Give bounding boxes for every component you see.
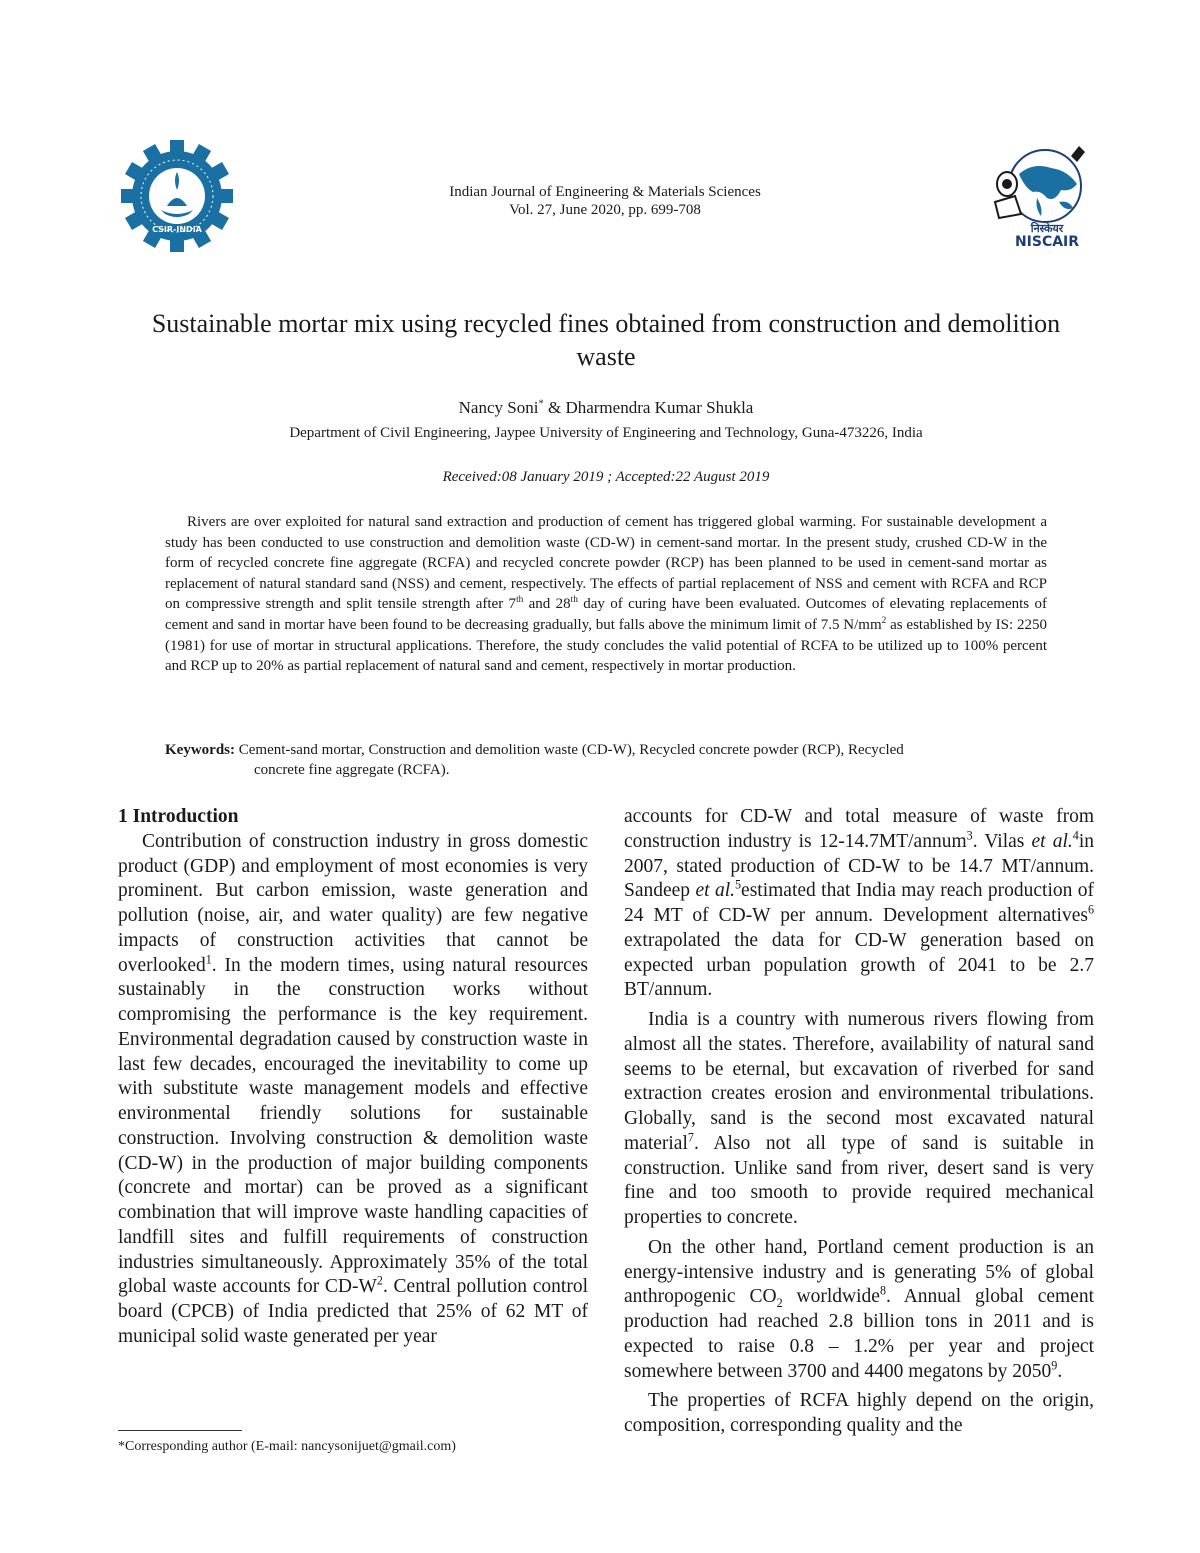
section-heading-introduction: 1 Introduction bbox=[118, 806, 239, 827]
footnote-rule bbox=[118, 1430, 242, 1431]
paragraph-text: extrapolated the data for CD-W generation based on expected urban population growth of 2041 to be 2.7 BT/annum. bbox=[624, 929, 1094, 1001]
paragraph-text: in 2007, stated production of CD-W to be 14.7 MT/annum. Sandeep bbox=[624, 830, 1095, 902]
affiliation: Department of Civil Engineering, Jaypee University of Engineering and Technology, Guna-473226, India bbox=[289, 425, 923, 441]
citation-ref: 3 bbox=[966, 828, 973, 843]
paragraph-text: . Annual global cement production had reached 2.8 billion tons in 2011 and is expected to raise 0.8 – 1.2% per year and project somewhere between 3700 and 4400 megatons by 2050 bbox=[624, 1286, 1094, 1382]
intro-paragraph-1 bbox=[118, 830, 588, 1350]
keywords-line-1: Cement-sand mortar, Construction and demolition waste (CD-W), Recycled concrete powder (RCP), Recycled bbox=[235, 742, 904, 758]
niscair-label: NISCAIR bbox=[1014, 234, 1080, 250]
received-dates: Received:08 January 2019 ; Accepted:22 August 2019 bbox=[442, 469, 770, 485]
keywords-label: Keywords: bbox=[165, 742, 235, 758]
right-paragraph-1 bbox=[624, 805, 1094, 1003]
csir-logo-label: CSIR-INDIA bbox=[152, 225, 202, 234]
et-al: et al. bbox=[695, 880, 735, 902]
et-al: et al. bbox=[1031, 830, 1073, 852]
citation-ref: 8 bbox=[879, 1283, 886, 1298]
right-column bbox=[624, 805, 1094, 1439]
abstract-text: day of curing have been evaluated. Outcomes of elevating replacements of cement and sand in mortar have been found to be decreasing gradually, but falls above the minimum limit of 7.5 N/mm bbox=[165, 596, 1047, 633]
paragraph-text: . Central pollution control board (CPCB) of India predicted that 25% of 62 MT of municipal solid waste generated per year bbox=[118, 1276, 588, 1347]
csir-india-logo bbox=[121, 140, 233, 252]
keywords bbox=[165, 740, 1047, 780]
paragraph-text: India is a country with numerous rivers flowing from almost all the states. Therefore, availability of natural sand seems to be eternal, but excavation of riverbed for sand extraction creates erosion and environmental tribulations. Globally, sand is the second most excavated natural material bbox=[624, 1009, 1094, 1154]
citation-ref: 4 bbox=[1072, 828, 1079, 843]
left-column bbox=[118, 805, 588, 1350]
paragraph-text: worldwide bbox=[782, 1286, 880, 1308]
right-paragraph-3 bbox=[624, 1236, 1094, 1385]
journal-name: Indian Journal of Engineering & Materials Sciences bbox=[449, 184, 761, 200]
author-2: Dharmendra Kumar Shukla bbox=[565, 398, 754, 417]
citation-ref: 6 bbox=[1087, 902, 1094, 917]
abstract-sup: 2 bbox=[881, 615, 887, 626]
corresponding-mark: * bbox=[538, 398, 544, 410]
abstract-sup: th bbox=[570, 595, 578, 606]
author-1: Nancy Soni bbox=[458, 398, 539, 417]
abstract-sup: th bbox=[516, 595, 524, 606]
paragraph-text: . Also not all type of sand is suitable in construction. Unlike sand from river, desert sand is very fine and too smooth to provide required mechanical properties to concrete. bbox=[624, 1132, 1094, 1228]
citation-ref: 2 bbox=[376, 1273, 383, 1288]
abstract-text: as established by IS: 2250 (1981) for use of mortar in structural applications. Therefore, the study concludes the valid potential of RCFA to be utilized up to 100% percent and RCP up to 20% as partial replacement of natural sand and cement, respectively in mortar production. bbox=[165, 616, 1047, 675]
citation-ref: 7 bbox=[687, 1130, 694, 1145]
paper-title: Sustainable mortar mix using recycled fines obtained from construction and demolition waste bbox=[151, 309, 1061, 371]
niscair-hindi-label: निस्केयर bbox=[1030, 222, 1064, 235]
citation-ref: 1 bbox=[205, 952, 212, 966]
right-paragraph-2 bbox=[624, 1008, 1094, 1231]
authors bbox=[130, 398, 1082, 418]
corresponding-author-footnote: *Corresponding author (E-mail: nancysonijuet@gmail.com) bbox=[118, 1439, 456, 1454]
citation-ref: 5 bbox=[735, 877, 742, 892]
paragraph-text: On the other hand, Portland cement production is an energy-intensive industry and is generating 5% of global anthropogenic CO bbox=[624, 1236, 1094, 1308]
abstract-text: and 28 bbox=[523, 596, 571, 613]
niscair-logo bbox=[985, 140, 1097, 252]
author-joiner: & bbox=[543, 398, 566, 417]
subscript: 2 bbox=[776, 1296, 783, 1311]
paragraph-text: estimated that India may reach production of 24 MT of CD-W per annum. Development alternatives bbox=[624, 880, 1095, 926]
abstract-text: Rivers are over exploited for natural sand extraction and production of cement has triggered global warming. For sustainable development a study has been conducted to use construction and demolition waste (CD-W) in cement-sand mortar. In the present study, crushed CD-W in the form of recycled concrete fine aggregate (RCFA) and recycled concrete powder (RCP) has been planned to be used in cement-sand mortar as replacement of natural standard sand (NSS) and cement, respectively. The effects of partial replacement of NSS and cement with RCFA and RCP on compressive strength and split tensile strength after 7 bbox=[165, 514, 1047, 613]
keywords-line-2: concrete fine aggregate (RCFA). bbox=[254, 762, 450, 778]
citation-ref: 9 bbox=[1051, 1358, 1058, 1372]
paragraph-text: accounts for CD-W and total measure of waste from construction industry is 12-14.7MT/annum bbox=[624, 806, 1094, 852]
journal-header bbox=[300, 183, 910, 219]
abstract bbox=[165, 512, 1047, 677]
right-paragraph-4: The properties of RCFA highly depend on the origin, composition, corresponding quality and the bbox=[624, 1390, 1094, 1436]
paragraph-text: . bbox=[1057, 1360, 1063, 1382]
paragraph-text: . Vilas bbox=[972, 830, 1032, 852]
paragraph-text: Contribution of construction industry in gross domestic product (GDP) and employment of most economies is very prominent. But carbon emission, waste generation and pollution (noise, air, and water quality) are few negative impacts of construction activities that cannot be overlooked bbox=[118, 830, 588, 976]
journal-volume: Vol. 27, June 2020, pp. 699-708 bbox=[509, 202, 701, 218]
paragraph-text: . In the modern times, using natural resources sustainably in the construction works without compromising the performance is the key requirement. Environmental degradation caused by construction waste in last few decades, encouraged the inevitability to come up with substitute waste management models and effective environmental friendly solutions for sustainable construction. Involving construction & demolition waste (CD-W) in the production of major building components (concrete and mortar) can be proved as a significant combination that will improve waste handling capacities of landfill sites and fulfill requirements of construction industries simultaneously. Approximately 35% of the total global waste accounts for CD-W bbox=[118, 954, 588, 1298]
